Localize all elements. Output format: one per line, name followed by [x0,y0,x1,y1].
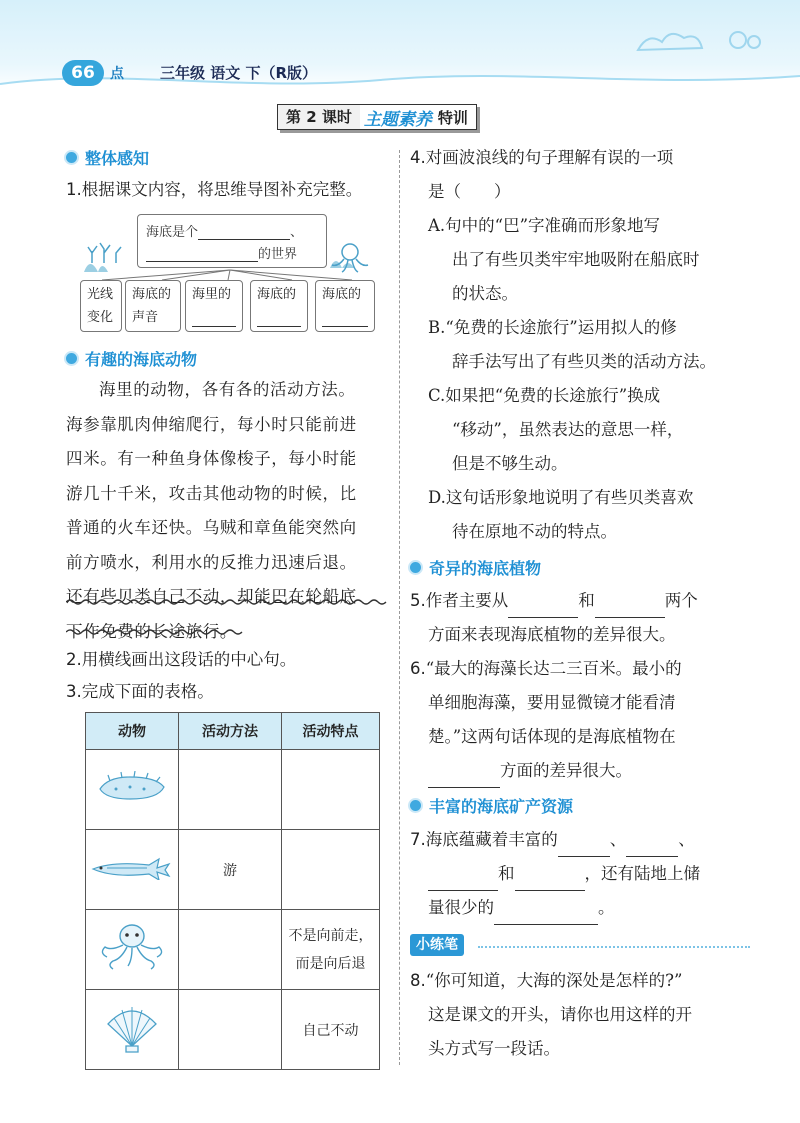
answer-blank[interactable] [428,769,500,788]
brand-mark: 点 [110,66,124,82]
question-number: 3. [66,682,82,701]
answer-blank[interactable] [515,872,585,891]
section-heading-plants [410,556,541,579]
question-text-cont: 是（ ） [428,182,511,201]
section-title: 有趣的海底动物 [85,350,198,369]
method-cell: 游 [179,830,282,910]
bullet-icon [66,152,77,163]
question-text-cont: 这是课文的开头，请你也用这样的开 [428,1005,692,1024]
question-7 [410,823,755,925]
question-text: “最大的海藻长达二三百米。最小的 [425,659,682,678]
question-text-cont: 楚。”这两句话体现的是海底植物在 [428,727,676,746]
trait-line: 不是向前走， [288,927,373,944]
option-text: 这句话形象地说明了有些贝类喜欢 [445,488,694,507]
option-b[interactable] [410,311,750,379]
question-number: 2. [66,650,82,669]
question-6 [410,652,750,788]
table-row [86,830,380,910]
animal-cell [86,990,179,1070]
lesson-title [277,104,477,130]
question-1 [66,173,362,207]
option-c[interactable] [410,379,750,481]
answer-blank[interactable] [595,599,665,618]
shell-icon [102,1002,162,1054]
bullet-icon [410,800,421,811]
passage-line: 四米。有一种鱼身体像梭子，每小时能 [66,449,357,468]
separator: 、 [678,830,695,849]
question-2 [66,643,296,677]
bullet-icon [410,562,421,573]
question-number: 8. [410,971,426,990]
option-text: 待在原地不动的特点。 [452,522,617,541]
mindmap-box-line1: 海底的 [257,287,297,302]
question-text: 对画波浪线的句子理解有误的一项 [425,148,674,167]
question-text: 根据课文内容，将思维导图补充完整。 [81,180,363,199]
option-text: 辞手法写出了有些贝类的活动方法。 [452,352,716,371]
animal-cell [86,910,179,990]
option-text: 的状态。 [452,284,518,303]
animal-cell [86,750,179,830]
table-header: 活动特点 [282,713,380,750]
passage-line: 普通的火车还快。乌贼和章鱼能突然向 [66,518,357,537]
trait-cell[interactable] [282,750,380,830]
octopus-decoration-icon [326,240,376,275]
mindmap-center-box [137,214,327,268]
brand-logo [110,63,124,83]
bullet-icon [66,353,77,364]
answer-blank[interactable] [626,838,678,857]
sea-cucumber-icon [94,771,170,805]
question-text-cont: 方面的差异很大。 [500,761,632,780]
question-8 [410,964,755,1066]
table-header: 活动方法 [179,713,282,750]
mindmap-box-line1: 海底的 [132,287,172,302]
answer-blank[interactable] [146,243,258,262]
passage-line: 海里的动物，各有各的活动方法。 [99,380,356,399]
table-header-row [86,713,380,750]
question-text: 海底蕴藏着丰富的 [425,830,558,849]
passage-line-text: 下作免费的长途旅行。 [66,621,237,641]
option-label: C. [428,386,446,405]
mindmap-box-plants [250,280,308,332]
mindmap-box-animals [185,280,243,332]
question-text: 量很少的 [428,898,494,917]
trait-cell [282,910,380,990]
option-text: 但是不够生动。 [452,454,568,473]
mindmap-top-suffix: 的世界 [258,247,298,262]
animal-cell [86,830,179,910]
section-title: 整体感知 [85,149,150,168]
lesson-number: 第 2 课时 [278,105,360,129]
method-cell[interactable] [179,990,282,1070]
animal-table [85,712,380,1070]
mindmap-top-prefix: 海底是个 [146,225,199,240]
option-text: 出了有些贝类牢牢地吸附在船底时 [452,250,700,269]
question-number: 4. [410,148,426,167]
fish-icon [91,856,173,880]
question-3 [66,675,214,709]
answer-blank[interactable] [192,306,236,327]
option-label: A. [428,216,446,235]
method-cell[interactable] [179,910,282,990]
mindmap-box-line1: 海底的 [322,287,362,302]
option-a[interactable] [410,209,750,311]
section-heading-overview [66,146,149,169]
table-row [86,910,380,990]
option-text: “移动”，虽然表达的意思一样， [452,420,684,439]
question-text: 和 [578,591,595,610]
option-text: 句中的“巴”字准确而形象地写 [445,216,661,235]
question-4 [410,141,750,549]
question-text-cont: 头方式写一段话。 [428,1039,560,1058]
mindmap-top-sep: 、 [290,225,304,240]
separator: 、 [609,830,627,849]
option-label: D. [428,488,446,507]
mindmap-box-light [80,280,122,332]
question-text: 和 [498,864,515,883]
practice-tag: 小练笔 [410,934,464,956]
table-header: 动物 [86,713,179,750]
question-text: ，还有陆地上储 [584,864,700,883]
trait-cell: 自己不动 [282,990,380,1070]
mindmap-box-line2: 声音 [132,310,159,325]
section-title: 奇异的海底植物 [429,559,542,578]
option-label: B. [428,318,446,337]
passage-line-text: 还有些贝类自己不动，却能巴在轮船底 [66,587,357,606]
question-text: 作者主要从 [425,591,509,610]
page-number: 66 [62,60,104,86]
passage-line: 海参靠肌肉伸缩爬行，每小时只能前进 [66,414,357,434]
question-text: 用横线画出这段话的中心句。 [81,650,297,669]
table-row [86,990,380,1070]
passage-line: 前方喷水，利用水的反推力迅速后退。 [66,552,357,572]
coral-icon [86,235,126,265]
wavy-underline [66,596,388,636]
column-divider [399,150,400,1065]
answer-blank[interactable] [428,872,498,891]
question-number: 7. [410,830,426,849]
lesson-suffix: 特训 [437,108,468,127]
trait-line: 而是向后退 [295,955,366,972]
mindmap-box-line1: 光线 [87,287,114,302]
option-text: 如果把“免费的长途旅行”换成 [445,386,661,405]
method-cell[interactable] [179,750,282,830]
table-row [86,750,380,830]
section-title: 丰富的海底矿产资源 [429,797,574,816]
answer-blank[interactable] [494,906,598,925]
answer-blank[interactable] [257,306,301,327]
book-title: 三年级 语文 下（R版） [160,64,317,82]
question-text: 。 [598,898,615,917]
answer-blank[interactable] [198,221,290,240]
octopus-icon [99,922,165,974]
question-text: 完成下面的表格。 [81,682,214,701]
question-text-cont: 单细胞海藻，要用显微镜才能看清 [428,693,676,712]
mindmap-box-sound [125,280,181,332]
question-5 [410,584,750,652]
mindmap-box-line2: 变化 [87,310,114,325]
option-text: “免费的长途旅行”运用拟人的修 [445,318,677,337]
question-text: “你可知道，大海的深处是怎样的?” [425,971,683,990]
practice-dotted-line [478,946,750,948]
question-number: 1. [66,180,82,199]
section-heading-resources [410,794,573,817]
lesson-topic: 主题素养 [363,109,432,130]
answer-blank[interactable] [322,306,368,327]
question-text: 两个 [664,591,698,610]
question-number: 5. [410,591,426,610]
mindmap-box-line1: 海里的 [192,287,232,302]
section-heading-animals [66,347,197,370]
answer-blank[interactable] [558,838,610,857]
cloud-icon [628,20,778,60]
passage-line: 游几十千米，攻击其他动物的时候，比 [66,483,357,503]
mindmap-box-resources [315,280,375,332]
question-text-cont: 方面来表现海底植物的差异很大。 [428,625,676,644]
option-d[interactable] [410,481,750,549]
trait-cell[interactable] [282,830,380,910]
question-number: 6. [410,659,426,678]
answer-blank[interactable] [508,599,578,618]
